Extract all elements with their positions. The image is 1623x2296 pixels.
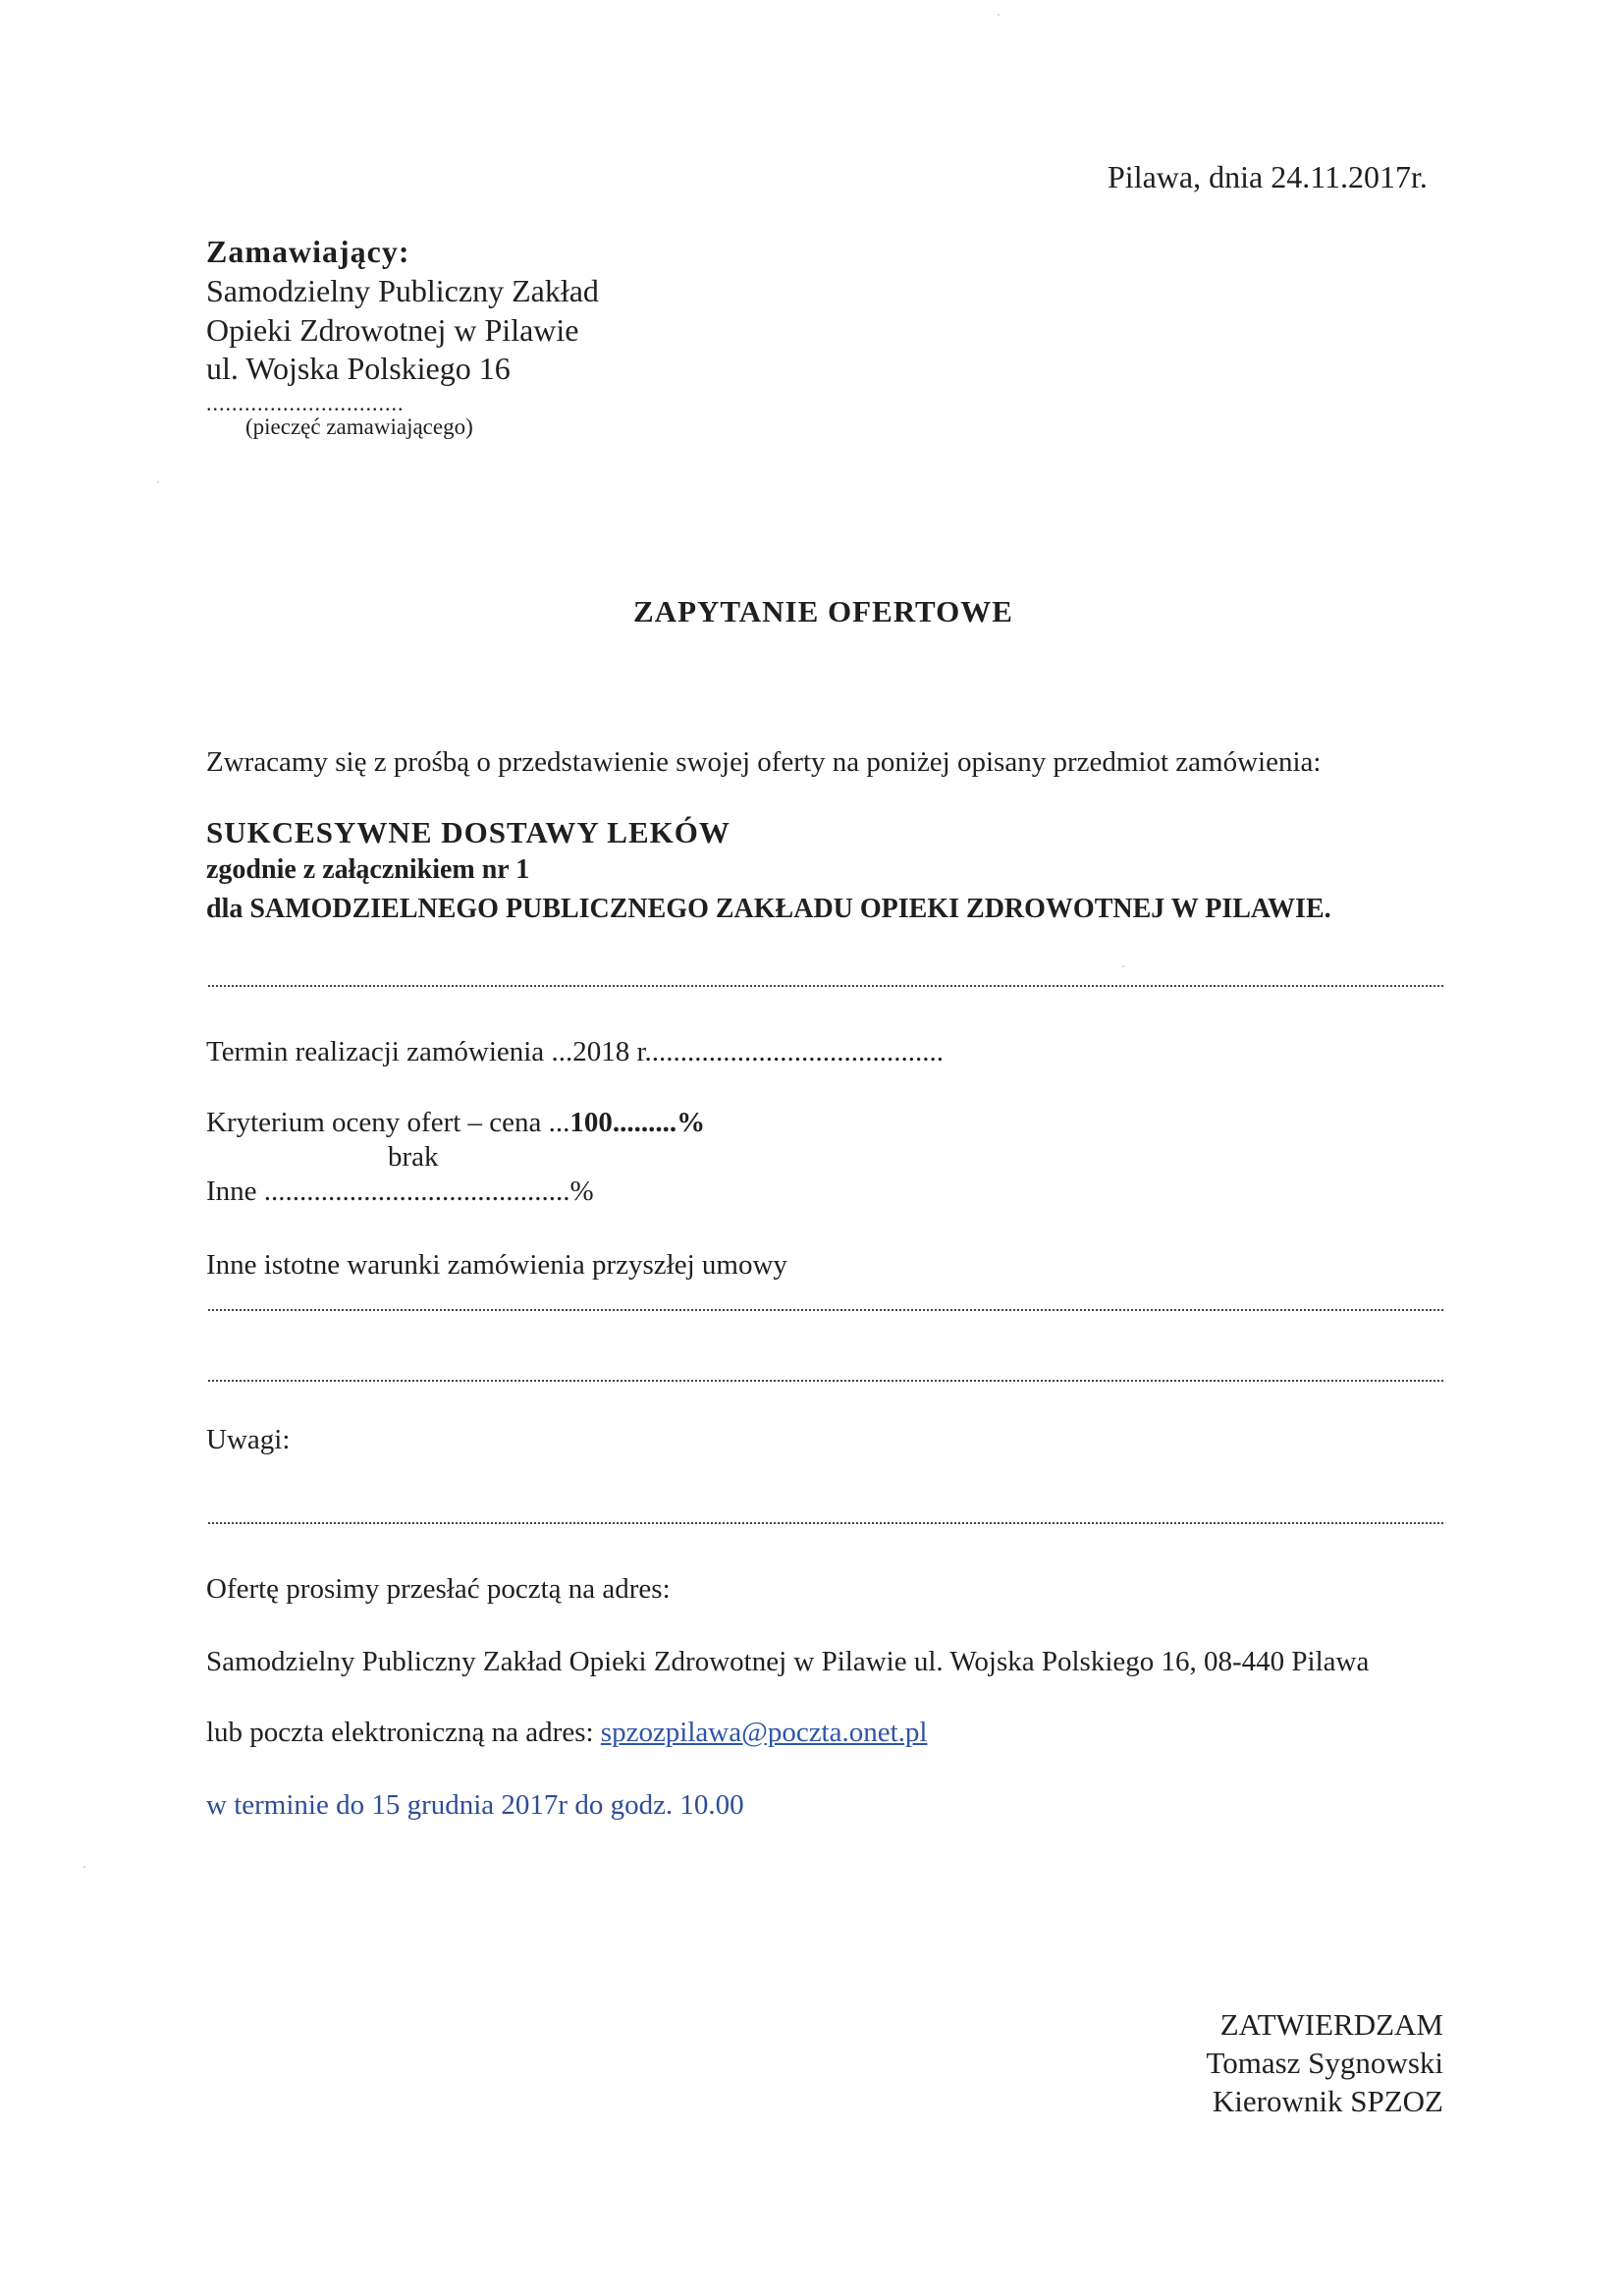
- subject-attachment-ref: zgodnie z załącznikiem nr 1: [206, 854, 530, 885]
- intro-paragraph: Zwracamy się z prośbą o przedstawienie swojej oferty na poniżej opisany przedmiot zamówienia:: [206, 746, 1322, 778]
- email-label: lub poczta elektroniczną na adres:: [206, 1717, 601, 1748]
- dotted-fill-line: [208, 1380, 1443, 1382]
- scan-speck: [1122, 965, 1124, 967]
- subject-recipient: dla SAMODZIELNEGO PUBLICZNEGO ZAKŁADU OPIEKI ZDROWOTNEJ W PILAWIE.: [206, 894, 1331, 924]
- email-row: [206, 1715, 927, 1750]
- dotted-fill-line: [208, 985, 1443, 987]
- term-value: ...2018 r..........................................: [544, 1036, 944, 1067]
- subject-title: SUKCESYWNE DOSTAWY LEKÓW: [206, 815, 730, 849]
- scan-speck: [83, 1866, 85, 1868]
- issuer-name-line1: Samodzielny Publiczny Zakład: [206, 273, 599, 308]
- scan-speck: [157, 481, 159, 483]
- other-criteria-value: ...........................................%: [256, 1175, 594, 1207]
- offer-address: Samodzielny Publiczny Zakład Opieki Zdrowotnej w Pilawie ul. Wojska Polskiego 16, 08-440 Pilawa: [206, 1646, 1370, 1677]
- term-label: Termin realizacji zamówienia: [206, 1036, 545, 1067]
- conditions-label: Inne istotne warunki zamówienia przyszłej umowy: [206, 1249, 787, 1281]
- signature-block: [1159, 2005, 1443, 2120]
- other-criteria-row: [206, 1174, 594, 1209]
- stamp-placeholder-dots: ...............................: [206, 391, 405, 415]
- signatory-name: Tomasz Sygnowski: [1206, 2046, 1443, 2080]
- criteria-row: [206, 1105, 705, 1140]
- other-criteria-label: Inne: [206, 1175, 257, 1207]
- term-row: [206, 1034, 944, 1069]
- issuer-label: Zamawiający:: [206, 234, 410, 269]
- document-title: ZAPYTANIE OFERTOWE: [633, 594, 1013, 629]
- offer-instruction: Ofertę prosimy przesłać pocztą na adres:: [206, 1573, 671, 1605]
- scan-speck: [998, 14, 1000, 16]
- issuer-name-line2: Opieki Zdrowotnej w Pilawie: [206, 312, 579, 348]
- signatory-role: Kierownik SPZOZ: [1212, 2084, 1443, 2118]
- issuer-address: ul. Wojska Polskiego 16: [206, 351, 511, 386]
- email-link[interactable]: spzozpilawa@poczta.onet.pl: [600, 1717, 928, 1748]
- approval-label: ZATWIERDZAM: [1219, 2007, 1443, 2042]
- dotted-fill-line: [208, 1309, 1443, 1311]
- document-date: Pilawa, dnia 24.11.2017r.: [1108, 159, 1428, 194]
- remarks-label: Uwagi:: [206, 1424, 291, 1455]
- offer-deadline: w terminie do 15 grudnia 2017r do godz. 10.00: [206, 1789, 744, 1821]
- criteria-value: 100.........%: [569, 1107, 706, 1138]
- stamp-label: (pieczęć zamawiającego): [245, 414, 473, 439]
- criteria-label: Kryterium oceny ofert – cena ...: [206, 1107, 570, 1138]
- dotted-fill-line: [208, 1522, 1443, 1524]
- criteria-sub-value: brak: [388, 1141, 439, 1173]
